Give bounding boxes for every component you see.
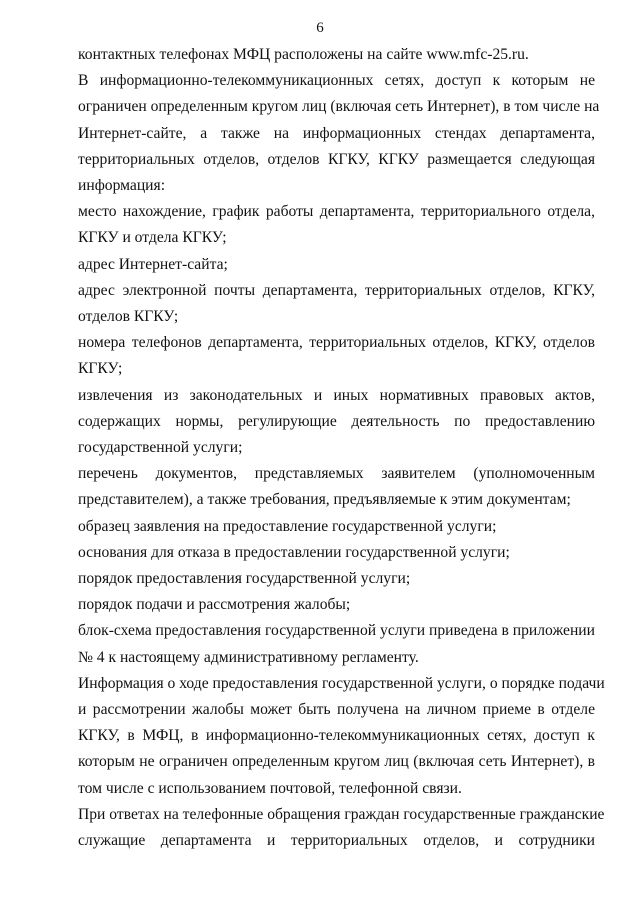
text-line: Информация о ходе предоставления государственной услуги, о порядке подачи [78,674,605,692]
paragraph [78,592,595,618]
text-line: № 4 к настоящему административному регламенту. [78,648,419,666]
paragraph [78,68,600,199]
text-line: государственной услуги; [78,439,243,457]
text-line: извлечения из законодательных и иных нормативных правовых актов, [78,386,595,404]
text-line: которым не ограничен определенным кругом лиц (включая сеть Интернет), в [78,753,595,771]
text-line: содержащих нормы, регулирующие деятельность по предоставлению [78,412,595,430]
text-line: территориальных отделов, отделов КГКУ, КГКУ размещается следующая [78,150,595,168]
text-line: служащие департамента и территориальных отделов, и сотрудники [78,832,595,850]
paragraph [78,252,595,278]
text-line: порядок подачи и рассмотрения жалобы; [78,596,351,614]
paragraph [78,199,595,251]
text-line: блок-схема предоставления государственной услуги приведена в приложении [78,622,595,640]
paragraph [78,566,595,592]
text-line: информация: [78,177,166,195]
text-line: образец заявления на предоставление государственной услуги; [78,517,497,535]
text-line: том числе с использованием почтовой, телефонной связи. [78,779,462,797]
paragraph [78,802,605,854]
text-line: адрес Интернет-сайта; [78,255,228,273]
text-line: Интернет-сайте, а также на информационных стендах департамента, [78,124,595,142]
paragraph [78,514,595,540]
paragraph [78,461,595,513]
text-line: номера телефонов департамента, территориальных отделов, КГКУ, отделов [78,334,595,352]
text-line: место нахождение, график работы департамента, территориального отдела, [78,203,595,221]
document-body [78,42,605,854]
text-line: В информационно-телекоммуникационных сетях, доступ к которым не [78,72,595,90]
text-line: и рассмотрении жалобы может быть получена на личном приеме в отделе [78,701,595,719]
text-line: При ответах на телефонные обращения граждан государственные гражданские [78,805,605,823]
text-line: основания для отказа в предоставлении государственной услуги; [78,543,510,561]
text-line: КГКУ, в МФЦ, в информационно-телекоммуникационных сетях, доступ к [78,727,595,745]
paragraph [78,618,595,670]
text-line: КГКУ; [78,360,123,378]
text-line: отделов КГКУ; [78,308,179,326]
page-number: 6 [316,20,324,36]
text-line: представителем), а также требования, предъявляемые к этим документам; [78,491,571,509]
text-line: порядок предоставления государственной услуги; [78,570,411,588]
paragraph [78,330,595,382]
text-line: КГКУ и отдела КГКУ; [78,229,227,247]
paragraph [78,671,605,802]
paragraph [78,278,595,330]
text-line: адрес электронной почты департамента, территориальных отделов, КГКУ, [78,281,595,299]
paragraph [78,540,595,566]
text-line: перечень документов, представляемых заявителем (уполномоченным [78,465,595,483]
paragraph [78,42,595,68]
text-line: ограничен определенным кругом лиц (включая сеть Интернет), в том числе на [78,98,600,116]
paragraph [78,383,595,462]
text-line: контактных телефонах МФЦ расположены на сайте www.mfc-25.ru. [78,46,529,63]
